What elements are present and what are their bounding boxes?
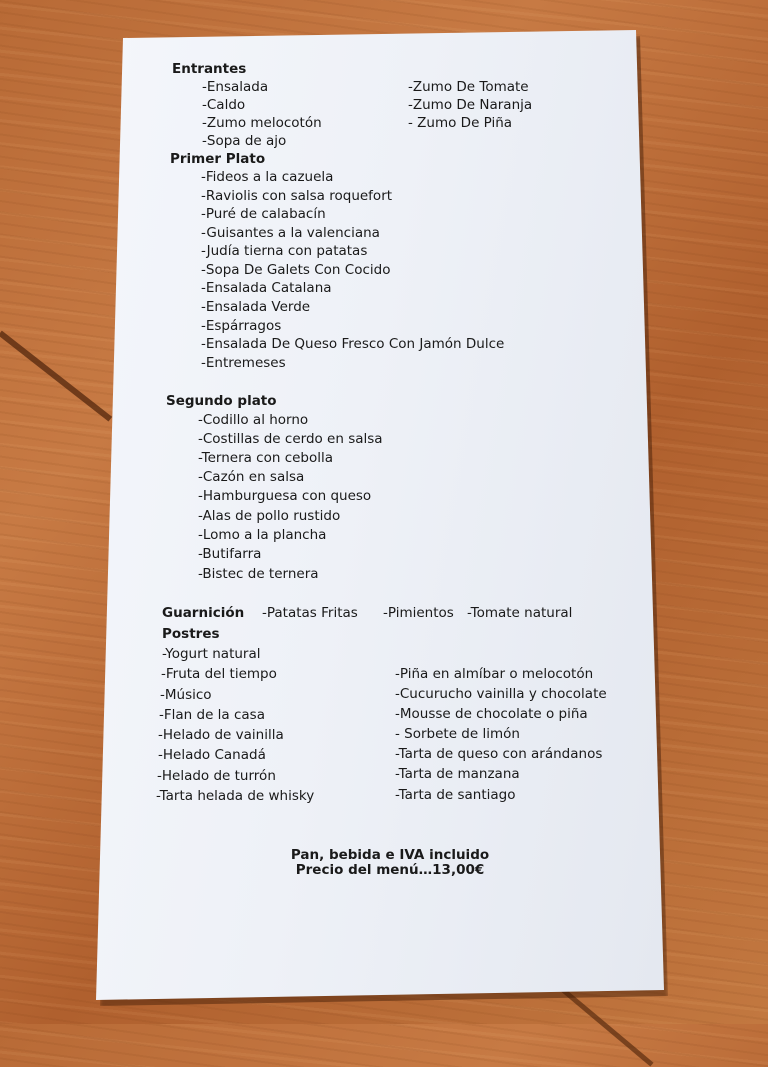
segundo-plato-item: -Hamburguesa con queso <box>198 488 372 504</box>
postres-item: -Helado Canadá <box>158 747 266 763</box>
table-seam <box>0 331 112 422</box>
entrantes-item: -Sopa de ajo <box>202 133 287 149</box>
primer-plato-item: -Puré de calabacín <box>201 206 326 222</box>
entrantes-item: -Zumo melocotón <box>202 115 322 131</box>
segundo-plato-item: -Alas de pollo rustido <box>198 508 341 524</box>
menu-price: Precio del menú…13,00€ <box>295 862 485 878</box>
postres-item: -Cucurucho vainilla y chocolate <box>395 686 607 702</box>
primer-plato-item: -Ensalada De Queso Fresco Con Jamón Dulce <box>201 336 505 352</box>
postres-item: -Tarta de santiago <box>395 787 516 803</box>
postres-item: - Sorbete de limón <box>395 726 520 742</box>
includes-note: Pan, bebida e IVA incluido <box>290 847 490 863</box>
primer-plato-heading: Primer Plato <box>170 151 266 167</box>
postres-item: -Flan de la casa <box>159 707 265 723</box>
segundo-plato-item: -Cazón en salsa <box>198 469 305 485</box>
primer-plato-item: -Ensalada Catalana <box>201 280 332 296</box>
guarnicion-item: -Pimientos <box>383 605 454 621</box>
postres-item: -Yogurt natural <box>162 646 261 662</box>
guarnicion-item: -Patatas Fritas <box>262 605 358 621</box>
primer-plato-item: -Ensalada Verde <box>201 299 311 315</box>
entrantes-zumo-item: -Zumo De Naranja <box>408 97 533 113</box>
segundo-plato-item: -Codillo al horno <box>198 412 309 428</box>
postres-item: -Tarta de manzana <box>395 766 520 782</box>
primer-plato-item: -Fideos a la cazuela <box>201 169 334 185</box>
entrantes-item: -Caldo <box>202 97 246 113</box>
segundo-plato-item: -Bistec de ternera <box>198 566 319 582</box>
primer-plato-item: -Sopa De Galets Con Cocido <box>201 262 391 278</box>
segundo-plato-item: -Costillas de cerdo en salsa <box>198 431 383 447</box>
primer-plato-item: -Raviolis con salsa roquefort <box>201 188 393 204</box>
postres-item: -Piña en almíbar o melocotón <box>395 666 594 682</box>
postres-item: -Tarta helada de whisky <box>156 788 315 804</box>
entrantes-zumo-item: -Zumo De Tomate <box>408 79 529 95</box>
postres-heading: Postres <box>162 626 220 642</box>
segundo-plato-item: -Ternera con cebolla <box>198 450 334 466</box>
entrantes-heading: Entrantes <box>172 61 247 77</box>
postres-item: -Músico <box>160 687 212 703</box>
entrantes-item: -Ensalada <box>202 79 269 95</box>
postres-item: -Helado de vainilla <box>158 727 284 743</box>
entrantes-zumo-item: - Zumo De Piña <box>408 115 513 131</box>
primer-plato-item: -Entremeses <box>201 355 286 371</box>
primer-plato-item: -Espárragos <box>201 318 282 334</box>
postres-item: -Tarta de queso con arándanos <box>395 746 603 762</box>
segundo-plato-item: -Lomo a la plancha <box>198 527 327 543</box>
postres-item: -Mousse de chocolate o piña <box>395 706 588 722</box>
primer-plato-item: -Judía tierna con patatas <box>201 243 368 259</box>
segundo-plato-item: -Butifarra <box>198 546 262 562</box>
table-seam <box>558 986 653 1067</box>
guarnicion-item: -Tomate natural <box>467 605 573 621</box>
postres-item: -Helado de turrón <box>157 768 276 784</box>
postres-item: -Fruta del tiempo <box>161 666 277 682</box>
guarnicion-heading: Guarnición <box>162 605 245 621</box>
primer-plato-item: -Guisantes a la valenciana <box>201 225 380 241</box>
segundo-plato-heading: Segundo plato <box>166 393 277 409</box>
